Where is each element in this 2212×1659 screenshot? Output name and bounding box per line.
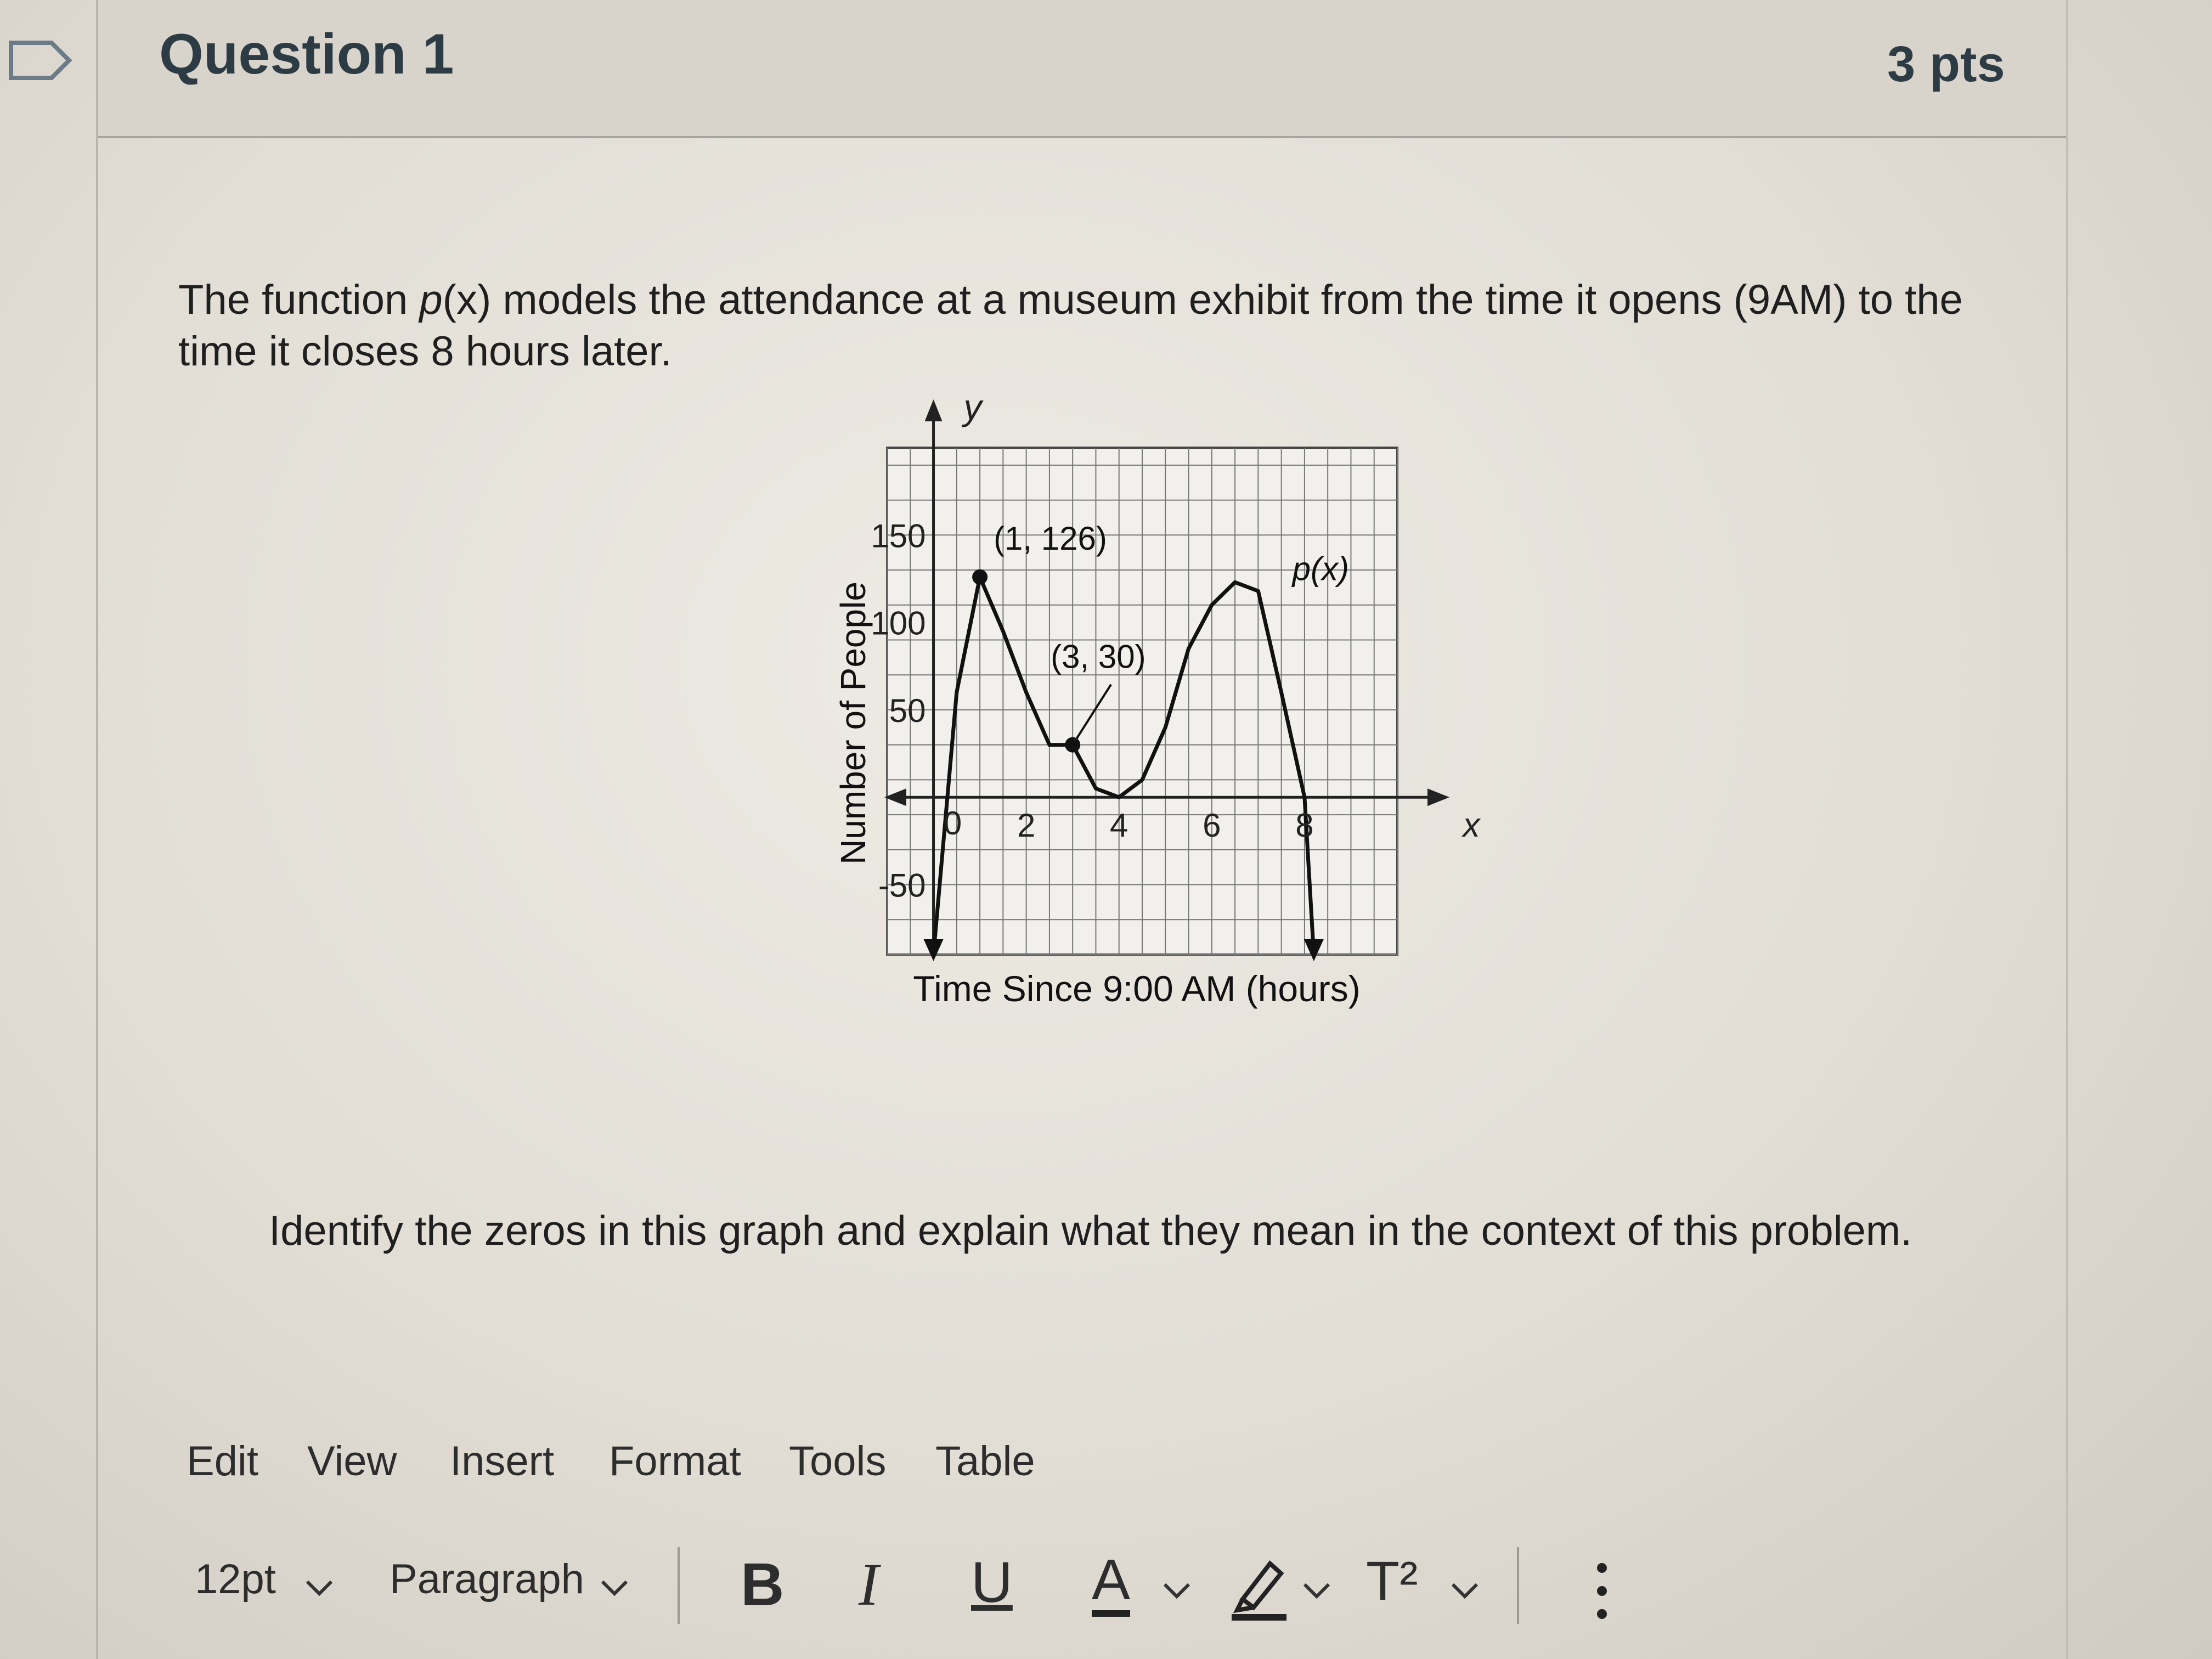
paragraph-format-select[interactable]: Paragraph: [390, 1556, 584, 1602]
annotation-max: (1, 126): [994, 520, 1107, 557]
x-tick-label: 2: [1017, 807, 1036, 844]
point-max: [972, 569, 988, 585]
more-options-icon[interactable]: [1591, 1558, 1613, 1624]
question-prompt: Identify the zeros in this graph and explain what they mean in the context of this problem.: [269, 1207, 1912, 1254]
toolbar-divider: [1517, 1547, 1519, 1624]
menu-view[interactable]: View: [307, 1438, 397, 1485]
x-axis-title: Time Since 9:00 AM (hours): [913, 968, 1361, 1009]
x-tick-label: 8: [1295, 807, 1314, 844]
origin-label: 0: [943, 805, 962, 842]
function-name: p: [419, 276, 443, 323]
flag-question-icon[interactable]: [8, 33, 74, 88]
chevron-down-icon[interactable]: [1160, 1580, 1193, 1602]
question-text-before: The function: [178, 276, 420, 323]
question-right-border: [2066, 0, 2068, 1659]
question-title: Question 1: [159, 22, 454, 86]
attendance-chart: [823, 384, 1481, 1015]
y-tick-label: -50: [878, 867, 926, 904]
italic-button[interactable]: I: [859, 1551, 879, 1618]
question-text-after: (x) models the attendance at a museum exhibit from the time it opens (9AM) to the time it closes 8 hours later.: [178, 276, 1963, 375]
font-size-select[interactable]: 12pt: [195, 1556, 276, 1602]
y-tick-label: 50: [889, 692, 926, 729]
x-axis-arrow: [1427, 788, 1449, 806]
x-axis-letter: x: [1463, 806, 1480, 845]
superscript-button[interactable]: T²: [1366, 1550, 1418, 1612]
toolbar-divider: [678, 1547, 680, 1624]
highlighter-icon[interactable]: [1229, 1553, 1289, 1624]
menu-format[interactable]: Format: [609, 1438, 741, 1485]
series-label: p(x): [1292, 550, 1349, 588]
chevron-down-icon[interactable]: [303, 1577, 336, 1599]
question-points: 3 pts: [1887, 36, 2005, 92]
x-tick-label: 4: [1110, 807, 1128, 844]
menu-insert[interactable]: Insert: [450, 1438, 555, 1485]
underline-button[interactable]: U: [971, 1550, 1013, 1615]
menu-tools[interactable]: Tools: [789, 1438, 887, 1485]
chevron-down-icon[interactable]: [598, 1577, 631, 1599]
question-text: [178, 274, 1989, 377]
x-tick-label: 6: [1203, 807, 1221, 844]
text-color-button[interactable]: A: [1092, 1550, 1130, 1617]
chevron-down-icon[interactable]: [1448, 1580, 1481, 1602]
annotation-point: (3, 30): [1051, 638, 1146, 675]
y-axis-arrow: [925, 399, 943, 421]
y-axis-letter: y: [963, 387, 982, 427]
y-axis-title: Number of People: [833, 582, 873, 865]
chart-grid: [887, 448, 1397, 955]
chevron-down-icon[interactable]: [1300, 1580, 1333, 1602]
editor-toolbar: [187, 1548, 1832, 1624]
y-tick-label: 150: [871, 517, 926, 555]
y-tick-label: 100: [871, 605, 926, 642]
bold-button[interactable]: B: [741, 1551, 785, 1618]
menu-edit[interactable]: Edit: [187, 1438, 258, 1485]
menu-table[interactable]: Table: [935, 1438, 1035, 1485]
question-left-border: [96, 0, 98, 1659]
